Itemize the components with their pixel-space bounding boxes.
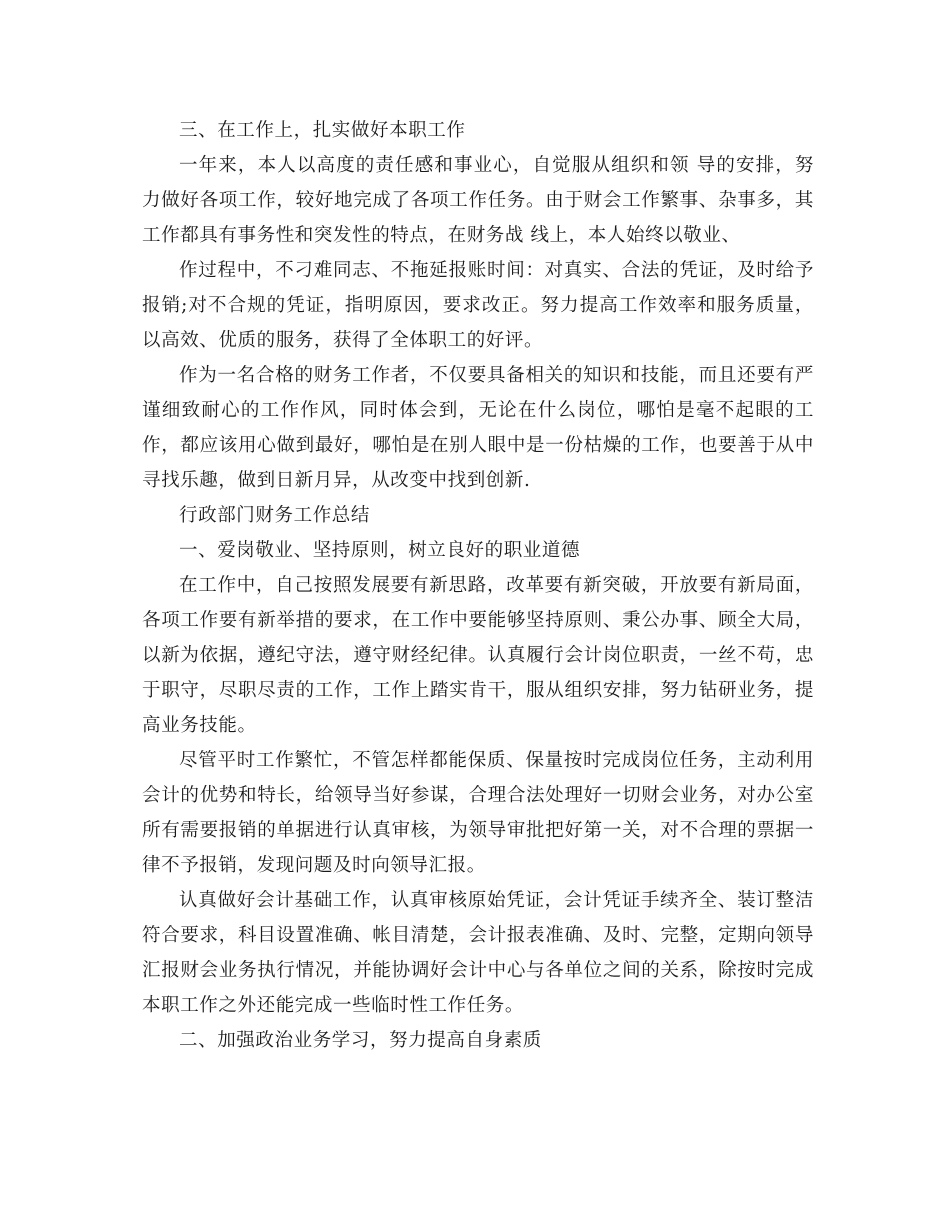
body-paragraph: 认真做好会计基础工作，认真审核原始凭证，会计凭证手续齐全、装订整洁符合要求，科目设置准确、帐目清楚，会计报表准确、及时、完整，定期向领导汇报财会业务执行情况，并能协调好会计中心与各单位之间的关系，除按时完成本职工作之外还能完成一些临时性工作任务。 [142, 890, 814, 1016]
body-paragraph: 作过程中，不刁难同志、不拖延报账时间：对真实、合法的凭证，及时给予报销;对不合规的凭证，指明原因，要求改正。努力提高工作效率和服务质量，以高效、优质的服务，获得了全体职工的好评。 [142, 260, 814, 351]
body-paragraph: 一年来，本人以高度的责任感和事业心，自觉服从组织和领 导的安排，努力做好各项工作，较好地完成了各项工作任务。由于财会工作繁事、杂事多，其工作都具有事务性和突发性的特点，在财务战 线上，本人始终以敬业、 [142, 155, 814, 246]
section-heading: 三、在工作上，扎实做好本职工作 [179, 120, 466, 141]
section-heading: 二、加强政治业务学习，努力提高自身素质 [179, 1030, 542, 1051]
body-paragraph: 尽管平时工作繁忙，不管怎样都能保质、保量按时完成岗位任务，主动利用会计的优势和特长，给领导当好参谋，合理合法处理好一切财会业务，对办公室所有需要报销的单据进行认真审核，为领导审批把好第一关，对不合理的票据一律不予报销，发现问题及时向领导汇报。 [142, 750, 814, 876]
body-paragraph: 作为一名合格的财务工作者，不仅要具备相关的知识和技能，而且还要有严谨细致耐心的工作作风，同时体会到，无论在什么岗位，哪怕是毫不起眼的工作，都应该用心做到最好，哪怕是在别人眼中是一份枯燥的工作，也要善于从中寻找乐趣，做到日新月异，从改变中找到创新. [142, 365, 814, 491]
document-subtitle: 行政部门财务工作总结 [179, 505, 371, 526]
document-body [142, 113, 814, 1058]
body-paragraph: 在工作中，自己按照发展要有新思路，改革要有新突破，开放要有新局面，各项工作要有新举措的要求，在工作中要能够坚持原则、秉公办事、顾全大局，以新为依据，遵纪守法，遵守财经纪律。认真履行会计岗位职责，一丝不苟，忠于职守，尽职尽责的工作，工作上踏实肯干，服从组织安排，努力钻研业务，提高业务技能。 [142, 575, 814, 736]
section-heading: 一、爱岗敬业、坚持原则，树立良好的职业道德 [179, 540, 581, 561]
